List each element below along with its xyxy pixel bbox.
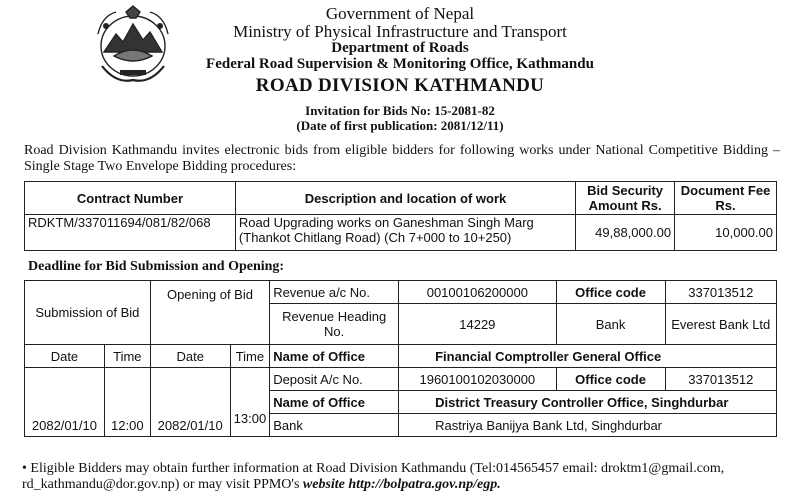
opening-time: 13:00	[230, 368, 270, 437]
deposit-ac-value: 1960100102030000	[399, 368, 556, 391]
header-bid-security: Bid Security Amount Rs.	[576, 182, 675, 215]
page-title: ROAD DIVISION KATHMANDU	[255, 75, 545, 96]
revenue-ac-label: Revenue a/c No.	[270, 281, 399, 304]
office-code-value: 337013512	[665, 281, 776, 304]
opening-date-label: Date	[150, 345, 230, 368]
bank-label-2: Bank	[270, 414, 399, 437]
contract-table-header-row	[25, 182, 777, 215]
contract-table	[24, 181, 777, 251]
bid-security-cell: 49,88,000.00	[576, 215, 675, 251]
description-cell: Road Upgrading works on Ganeshman Singh Marg (Thankot Chitlang Road) (Ch 7+000 to 10+250)	[235, 215, 575, 251]
opening-time-label: Time	[230, 345, 270, 368]
intro-paragraph: Road Division Kathmandu invites electronic bids from eligible bidders for following works under National Competitive Bidding – Single Stage Two Envelope Bidding procedures:	[24, 143, 780, 174]
bank-label: Bank	[556, 304, 665, 345]
invitation-number: Invitation for Bids No: 15-2081-82	[305, 103, 495, 118]
deposit-ac-label: Deposit A/c No.	[270, 368, 399, 391]
bullet-glyph: •	[22, 461, 27, 476]
contract-number-cell: RDKTM/337011694/081/82/068	[25, 215, 236, 251]
header-document-fee: Document Fee Rs.	[675, 182, 777, 215]
name-of-office-value-2: District Treasury Controller Office, Singhdurbar	[399, 391, 777, 414]
bank-value: Everest Bank Ltd	[665, 304, 776, 345]
header-ministry: Ministry of Physical Infrastructure and Transport	[233, 22, 567, 41]
header-description: Description and location of work	[235, 182, 575, 215]
header-office: Federal Road Supervision & Monitoring Office, Kathmandu	[206, 56, 594, 72]
website-link[interactable]: website http://bolpatra.gov.np/egp.	[302, 477, 501, 492]
submission-time-label: Time	[104, 345, 150, 368]
submission-time: 12:00	[104, 368, 150, 437]
office-code-label: Office code	[556, 281, 665, 304]
name-of-office-label: Name of Office	[270, 345, 399, 368]
notes-text: Eligible Bidders may obtain further information at Road Division Kathmandu (Tel:014565457 email: droktm1@gmail.com, rd_kathmandu@dor.gov.np) or may visit PPMO's	[22, 461, 725, 492]
header-department: Department of Roads	[331, 40, 469, 56]
publication-date: (Date of first publication: 2081/12/11)	[296, 118, 504, 133]
header-contract-number: Contract Number	[25, 182, 236, 215]
submission-date: 2082/01/10	[25, 368, 105, 437]
government-emblem	[92, 4, 174, 84]
revenue-heading-value: 14229	[399, 304, 556, 345]
office-code-value-2: 337013512	[665, 368, 776, 391]
revenue-ac-value: 00100106200000	[399, 281, 556, 304]
header-government: Government of Nepal	[325, 4, 475, 23]
opening-date: 2082/01/10	[150, 368, 230, 437]
revenue-heading-label: Revenue Heading No.	[270, 304, 399, 345]
submission-date-label: Date	[25, 345, 105, 368]
name-of-office-value: Financial Comptroller General Office	[399, 345, 777, 368]
submission-of-bid-label: Submission of Bid	[25, 281, 151, 345]
office-code-label-2: Office code	[556, 368, 665, 391]
name-of-office-label-2: Name of Office	[270, 391, 399, 414]
deadline-heading: Deadline for Bid Submission and Opening:	[28, 259, 285, 274]
opening-of-bid-label: Opening of Bid	[150, 281, 269, 345]
schedule-table	[24, 280, 777, 437]
document-fee-cell: 10,000.00	[675, 215, 777, 251]
bank-value-2: Rastriya Banijya Bank Ltd, Singhdurbar	[399, 414, 777, 437]
table-row	[25, 215, 777, 251]
notes-paragraph	[22, 461, 782, 493]
